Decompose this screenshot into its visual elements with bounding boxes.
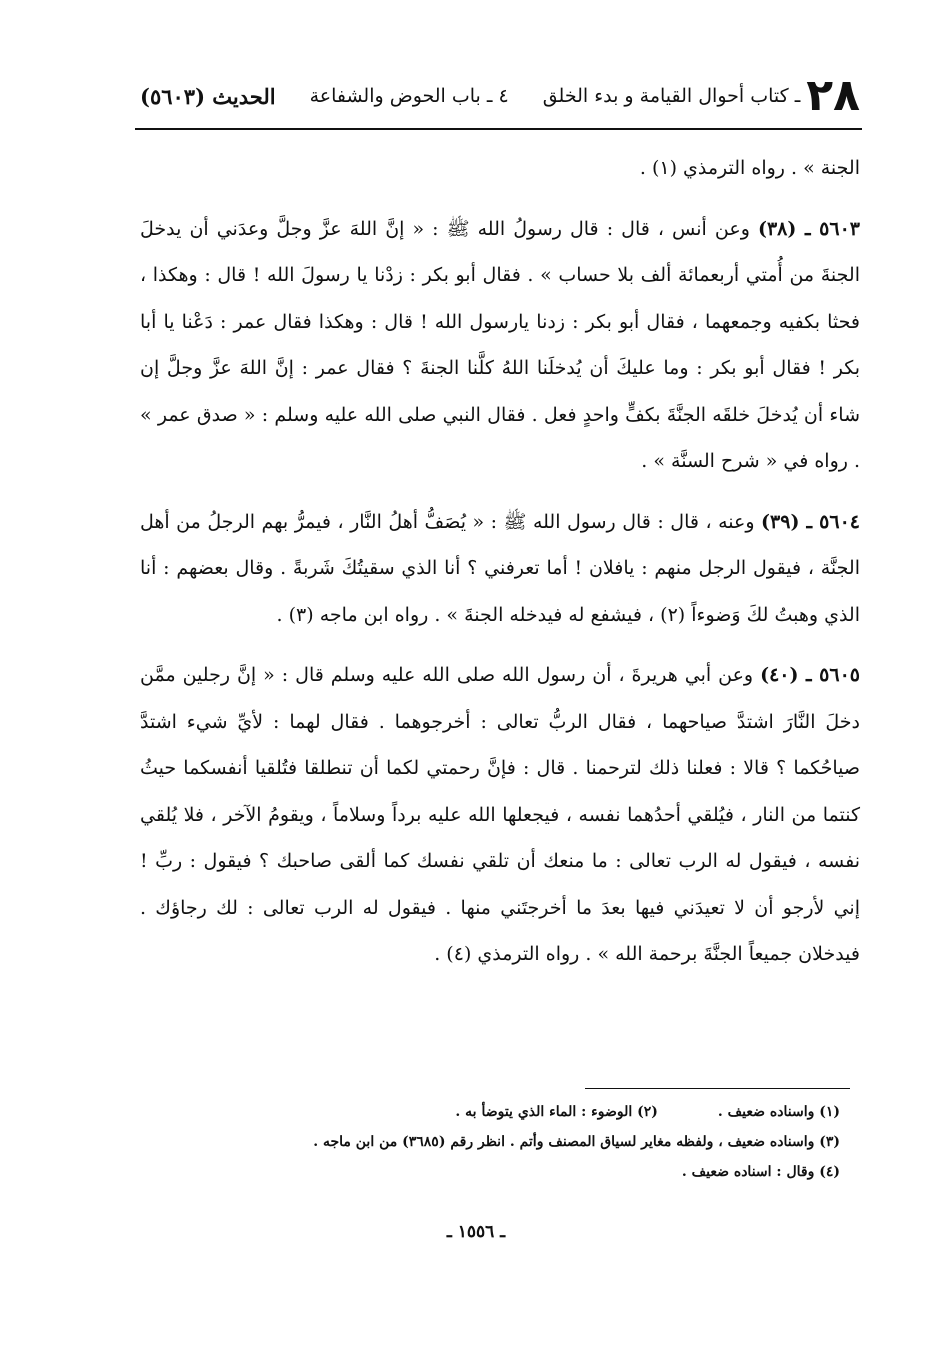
running-header — [140, 70, 860, 121]
footnote-2: (٢) الوضوء : الماء الذي يتوضأ به . — [455, 1104, 658, 1120]
paragraph-spacer — [140, 192, 860, 206]
footnote-4: (٤) وقال : اسناده ضعيف . — [681, 1164, 840, 1180]
paragraph-text: وعن أنس ، قال : قال رسولُ الله ﷺ : « إنَّ اللهَ عزَّ وجلَّ وعدَني أن يدخلَ الجنةَ من أُمتي أربعمائة ألف بلا حساب » . فقال أبو بكر : زدْنا يا رسولَ الله ! قال : وهكذا ، فحثا بكفيه وجمعهما ، فقال أبو بكر : زدنا يارسول الله ! قال : وهكذا فقال عمر : دَعْنا يا أبا بكر ! فقال أبو بكر : وما عليكَ أن يُدخلَنا اللهُ كلَّنا الجنةَ ؟ فقال عمر : إنَّ اللهَ عزَّ وجلَّ إن شاء أن يُدخلَ خلقَه الجنَّةَ بكفٍّ واحدٍ فعل . فقال النبي صلى الله عليه وسلم : « صدق عمر » . رواه في « شرح السنَّة » . — [140, 217, 860, 472]
hadith-range: الحديث (٥٦٠٣) — [140, 83, 276, 109]
footnote-1: (١) واسناده ضعيف . — [717, 1104, 840, 1120]
paragraph-text: وعنه ، قال : قال رسول الله ﷺ : « يُصَفُّ أهلُ النَّار ، فيمرُّ بهم الرجلُ من أهل الجنَّة ، فيقول الرجل منهم : يافلان ! أما تعرفني ؟ أنا الذي سقيتُكَ شَربةً . وقال بعضهم : أنا الذي وهبتُ لكَ وَضوءاً (٢) ، فيشفع له فيدخله الجنةَ » . رواه ابن ماجه (٣) . — [140, 510, 860, 626]
hadith-paragraph — [140, 499, 860, 639]
chapter-number: ٢٨ — [806, 70, 860, 121]
footnotes — [140, 1097, 840, 1187]
paragraph-spacer — [140, 485, 860, 499]
chapter-heading — [542, 70, 860, 121]
footnote-row — [140, 1097, 840, 1127]
footnote-divider — [585, 1088, 850, 1089]
main-text — [140, 145, 860, 978]
hadith-number: ٥٦٠٥ ـ (٤٠) — [760, 664, 860, 686]
header-divider — [135, 128, 862, 130]
page-number: ـ ١٥٥٦ ـ — [446, 1222, 506, 1242]
hadith-paragraph — [140, 206, 860, 485]
section-title: ٤ ـ باب الحوض والشفاعة — [309, 85, 509, 107]
paragraph-continuation — [140, 145, 860, 192]
hadith-paragraph — [140, 652, 860, 978]
chapter-title: ـ كتاب أحوال القيامة و بدء الخلق — [542, 85, 801, 107]
paragraph-spacer — [140, 638, 860, 652]
hadith-number: ٥٦٠٣ ـ (٣٨) — [757, 217, 860, 240]
footnote-3: (٣) واسناده ضعيف ، ولفظه مغاير لسياق المصنف وأتم . انظر رقم (٣٦٨٥) من ابن ماجه . — [313, 1134, 840, 1150]
paragraph-text: وعن أبي هريرةَ ، أن رسول الله صلى الله عليه وسلم قال : « إنَّ رجلين ممَّن دخلَ النَّارَ اشتدَّ صياحهما ، فقال الربُّ تعالى : أخرجوهما . فقال لهما : لأيِّ شيء اشتدَّ صياحُكما ؟ قالا : فعلنا ذلك لترحمنا . قال : فإنَّ رحمتي لكما أن تنطلقا فتُلقيا أنفسكما حيثُ كنتما من النار ، فيُلقي أحدُهما نفسه ، فيجعلها الله عليه برداً وسلاماً ، ويقومُ الآخر ، فلا يُلقي نفسه ، فيقول له الرب تعالى : ما منعك أن تلقي نفسك كما ألقى صاحبك ؟ فيقول : ربِّ ! إني لأرجو أن لا تعيدَني فيها بعدَ ما أخرجتَني منها . فيقول له الرب تعالى : لك رجاؤك . فيدخلان جميعاً الجنَّةَ برحمة الله » . رواه الترمذي (٤) . — [140, 664, 860, 965]
hadith-number: ٥٦٠٤ ـ (٣٩) — [761, 510, 860, 533]
paragraph-text: الجنة » . رواه الترمذي (١) . — [639, 157, 860, 179]
